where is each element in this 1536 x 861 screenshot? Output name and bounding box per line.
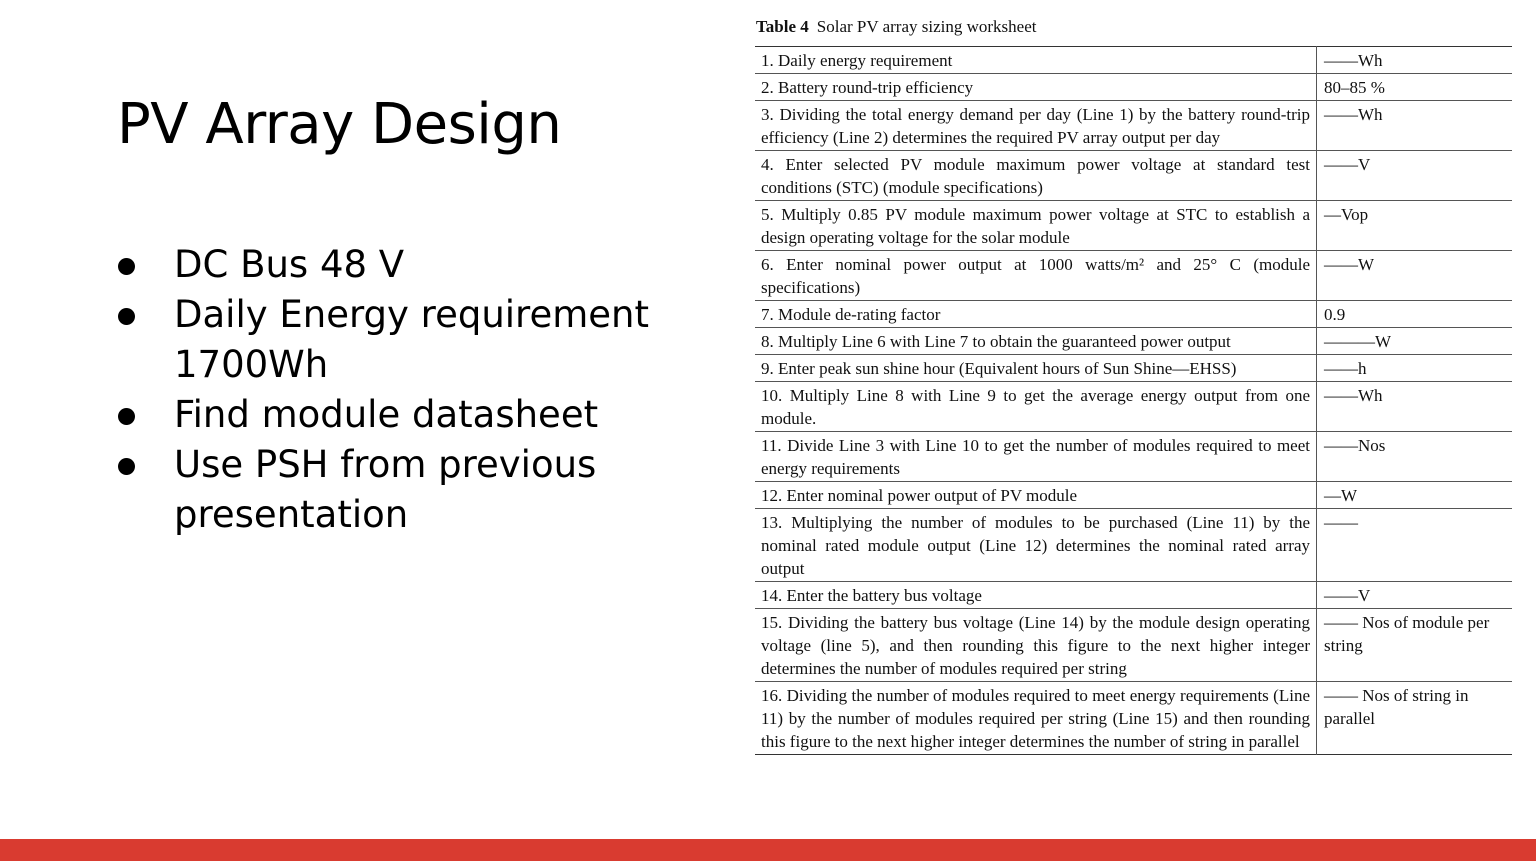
row-value: ——V [1317, 582, 1513, 609]
bullet-text: Find module datasheet [174, 393, 599, 436]
table-caption-text: Solar PV array sizing worksheet [816, 17, 1037, 36]
row-description: 14. Enter the battery bus voltage [755, 582, 1317, 609]
row-description: 11. Divide Line 3 with Line 10 to get the number of modules required to meet energy requirements [755, 432, 1317, 482]
row-description: 6. Enter nominal power output at 1000 watts/m² and 25° C (module specifications) [755, 251, 1317, 301]
row-value: 0.9 [1317, 301, 1513, 328]
table-row [755, 201, 1512, 251]
row-value: ——W [1317, 251, 1513, 301]
row-description: 5. Multiply 0.85 PV module maximum power voltage at STC to establish a design operating voltage for the solar module [755, 201, 1317, 251]
bullet-item [118, 390, 678, 440]
bullet-item [118, 290, 678, 390]
row-value: —W [1317, 482, 1513, 509]
row-description: 2. Battery round-trip efficiency [755, 74, 1317, 101]
table-row [755, 582, 1512, 609]
row-description: 9. Enter peak sun shine hour (Equivalent hours of Sun Shine—EHSS) [755, 355, 1317, 382]
row-value: —— [1317, 509, 1513, 582]
bullet-dot-icon [118, 258, 135, 275]
table-row [755, 328, 1512, 355]
row-value: ——Wh [1317, 47, 1513, 74]
row-description: 3. Dividing the total energy demand per day (Line 1) by the battery round-trip efficiency (Line 2) determines the required PV array output per day [755, 101, 1317, 151]
row-value: ——Wh [1317, 101, 1513, 151]
bullet-text: DC Bus 48 V [174, 243, 405, 286]
footer-accent-bar [0, 839, 1536, 861]
table-row [755, 151, 1512, 201]
table-row [755, 74, 1512, 101]
row-description: 15. Dividing the battery bus voltage (Line 14) by the module design operating voltage (line 5), and then rounding this figure to the next higher integer determines the number of modules required per string [755, 609, 1317, 682]
table-row [755, 301, 1512, 328]
row-description: 7. Module de-rating factor [755, 301, 1317, 328]
row-value: —Vop [1317, 201, 1513, 251]
row-value: —— Nos of string in parallel [1324, 686, 1469, 728]
bullet-list [118, 240, 678, 540]
table-row [755, 251, 1512, 301]
bullet-dot-icon [118, 308, 135, 325]
row-value: 80–85 % [1317, 74, 1513, 101]
table-row [755, 482, 1512, 509]
bullet-text: Daily Energy requirement 1700Wh [174, 293, 649, 386]
bullet-text: Use PSH from previous presentation [174, 443, 597, 536]
table-row [755, 682, 1512, 755]
row-value: ——h [1317, 355, 1513, 382]
row-value: ——Wh [1317, 382, 1513, 432]
worksheet-table-block [755, 16, 1512, 755]
table-row [755, 101, 1512, 151]
row-description: 12. Enter nominal power output of PV module [755, 482, 1317, 509]
table-row [755, 509, 1512, 582]
row-value: ——V [1317, 151, 1513, 201]
row-value: ———W [1317, 328, 1513, 355]
slide-title: PV Array Design [117, 92, 562, 157]
table-row [755, 355, 1512, 382]
table-row [755, 47, 1512, 74]
table-caption-label: Table 4 [756, 17, 809, 36]
bullet-item [118, 240, 678, 290]
row-value: ——Nos [1317, 432, 1513, 482]
row-description: 4. Enter selected PV module maximum power voltage at standard test conditions (STC) (module specifications) [755, 151, 1317, 201]
bullet-item [118, 440, 678, 540]
table-caption [756, 16, 1512, 38]
table-row [755, 432, 1512, 482]
worksheet-table [755, 46, 1512, 755]
row-description: 10. Multiply Line 8 with Line 9 to get the average energy output from one module. [755, 382, 1317, 432]
row-description: 16. Dividing the number of modules required to meet energy requirements (Line 11) by the number of modules required per string (Line 15) and then rounding this figure to the next higher integer determines the number of string in parallel [755, 682, 1317, 755]
bullet-dot-icon [118, 458, 135, 475]
row-description: 8. Multiply Line 6 with Line 7 to obtain the guaranteed power output [755, 328, 1317, 355]
row-description: 1. Daily energy requirement [755, 47, 1317, 74]
bullet-dot-icon [118, 408, 135, 425]
table-row [755, 609, 1512, 682]
row-description: 13. Multiplying the number of modules to be purchased (Line 11) by the nominal rated module output (Line 12) determines the nominal rated array output [755, 509, 1317, 582]
row-value: —— Nos of module per string [1317, 609, 1513, 682]
table-row [755, 382, 1512, 432]
